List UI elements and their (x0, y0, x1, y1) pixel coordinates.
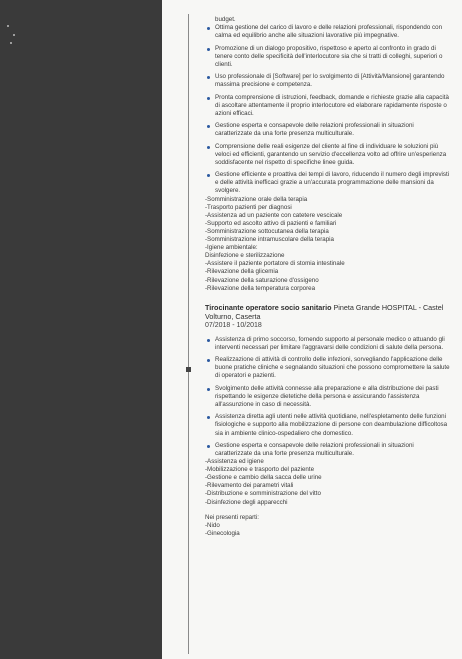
task-list-top (205, 196, 450, 293)
bullet-item: Uso professionale di [Software] per lo svolgimento di [Attività/Mansione] garantendo massima precisione e competenza. (205, 73, 450, 89)
bullet-item: Gestione esperta e consapevole delle relazioni professionali in situazioni caratterizzate da una forte presenza multiculturale. (205, 442, 450, 458)
task-item: -Distribuzione e somministrazione del vitto (205, 490, 321, 498)
scan-speck (10, 42, 12, 44)
job-heading (205, 303, 450, 321)
task-item: -Assistenza ad un paziente con catetere vescicale (205, 211, 343, 219)
bullet-item: Promozione di un dialogo propositivo, rispettoso e aperto al confronto in grado di tenere conto delle specificità dell'interlocutore sia che si tratti di colleghi, superiori o clienti. (205, 45, 450, 69)
scan-speck (7, 25, 9, 27)
task-item: -Somministrazione sottocutanea della terapia (205, 227, 329, 235)
task-item: -Rilevazione della glicemia (205, 268, 279, 276)
task-item: -Somministrazione orale della terapia (205, 195, 308, 203)
bullet-item: Realizzazione di attività di controllo delle infezioni, sorvegliando l'applicazione delle buone pratiche cliniche e segnalando situazioni che possono compromettere la salute di operatori e pazienti. (205, 356, 450, 380)
task-item: -Assistenza ed igiene (205, 458, 264, 466)
task-item: -Rilevamento dei parametri vitali (205, 482, 294, 490)
task-item: -Mobilizzazione e trasporto del paziente (205, 466, 315, 474)
job-employer: Pineta Grande HOSPITAL - Castel Volturno, Caserta (205, 302, 444, 321)
department-item: -Nido (205, 521, 220, 529)
main-content (205, 16, 450, 538)
task-item: -Trasporto pazienti per diagnosi (205, 203, 292, 211)
task-item: -Disinfezione degli apparecchi (205, 498, 288, 506)
task-item: -Rilevazione della saturazione d'ossigeno (205, 276, 319, 284)
intro-fragment: budget. (215, 16, 236, 23)
bullet-item: Ottima gestione del carico di lavoro e delle relazioni professionali, rispondendo con calma ed equilibrio anche alle situazioni lavorative più impegnative. (205, 24, 450, 40)
task-item: -Rilevazione della temperatura corporea (205, 284, 316, 292)
task-item: Disinfezione e sterilizzazione (205, 252, 285, 260)
bullet-item: Gestione efficiente e proattiva dei tempi di lavoro, riducendo il numero degli imprevisti e delle attività inefficaci grazie a un'accurata programmazione delle mansioni da svolgere. (205, 171, 450, 195)
bullet-item: Comprensione delle reali esigenze del cliente al fine di individuare le soluzioni più veloci ed efficienti, garantendo un servizio d'eccellenza volto ad offrire un'esperienza soddisfacente nel rispetto di specifiche linee guida. (205, 143, 450, 167)
left-sidebar-panel (0, 0, 162, 659)
bullet-item: Assistenza di primo soccorso, fornendo supporto al personale medico o attuando gli interventi necessari per limitare l'aggravarsi delle condizioni di salute della persona. (205, 336, 450, 352)
timeline-marker (186, 367, 191, 372)
task-list-job (205, 458, 450, 507)
task-item: -Igiene ambientale: (205, 244, 258, 252)
departments-label: Nei presenti reparti: (205, 513, 259, 521)
job-dates: 07/2018 - 10/2018 (205, 321, 262, 329)
task-item: -Gestione e cambio della sacca delle urine (205, 474, 322, 482)
timeline-rule (188, 14, 189, 654)
task-item: -Supporto ed ascolto attivo di pazienti e familiari (205, 219, 337, 227)
bullet-item: Pronta comprensione di istruzioni, feedback, domande e richieste grazie alla capacità di ascoltare attentamente il proprio interlocutore ed elaborare rapidamente risposte o azioni efficaci. (205, 94, 450, 118)
department-item: -Ginecologia (205, 529, 240, 537)
bullet-list-top (205, 24, 450, 195)
bullet-list-job (205, 336, 450, 458)
bullet-item: Svolgimento delle attività connesse alla preparazione e alla distribuzione dei pasti rispettando le esigenze dietetiche della persona e assicurando l'assistenza all'assunzione in caso di necessità. (205, 385, 450, 409)
scan-speck (13, 34, 15, 36)
bullet-item: Gestione esperta e consapevole delle relazioni professionali in situazioni caratterizzate da una forte presenza multiculturale. (205, 122, 450, 138)
departments-list (205, 522, 450, 538)
bullet-item: Assistenza diretta agli utenti nelle attività quotidiane, nell'espletamento delle funzioni fisiologiche e supporto alla mobilizzazione di persone con deambulazione difficoltosa sia in ambiente clinico-ospedaliero che domestico. (205, 413, 450, 437)
job-title: Tirocinante operatore socio sanitario (205, 302, 332, 312)
task-item: -Assistere il paziente portatore di stomia intestinale (205, 260, 345, 268)
task-item: -Somministrazione intramuscolare della terapia (205, 236, 334, 244)
